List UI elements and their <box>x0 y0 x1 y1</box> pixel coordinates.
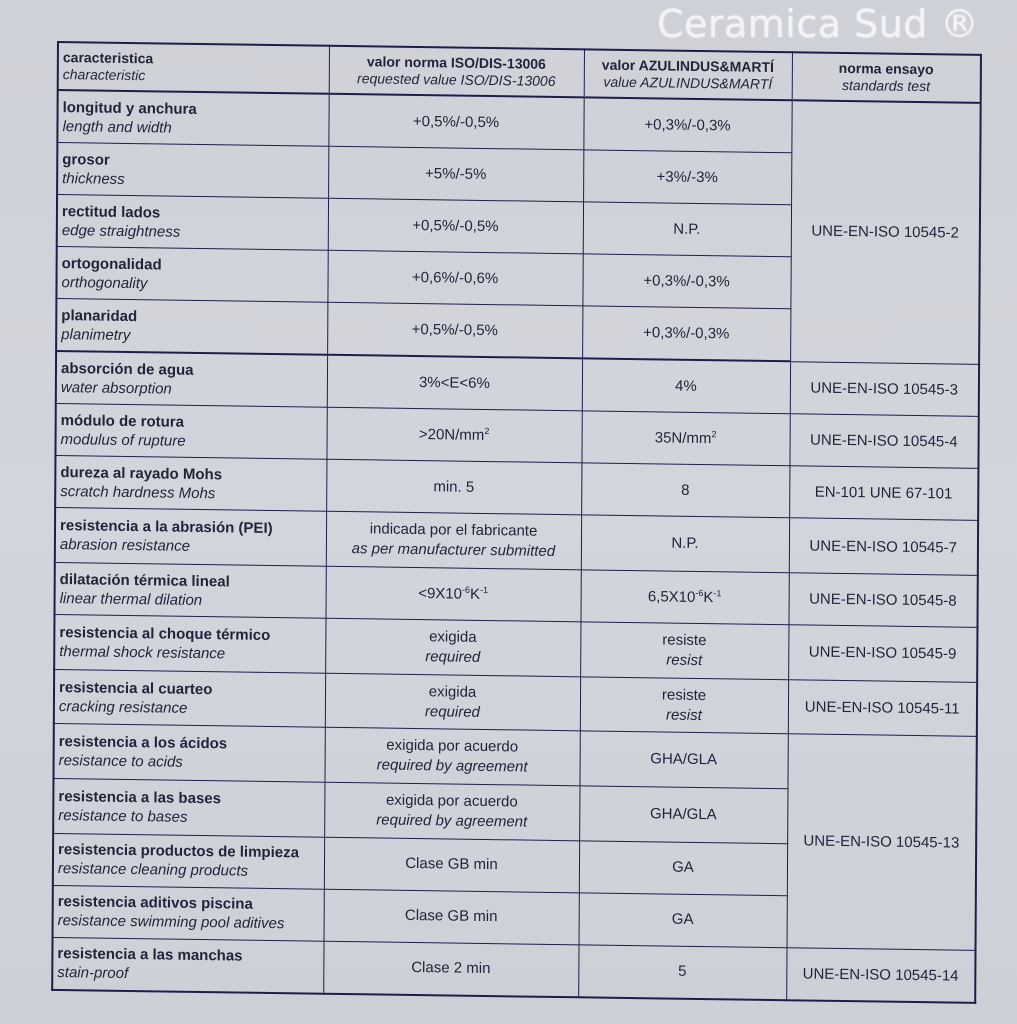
product-value: +3%/-3% <box>656 168 718 186</box>
requested-value-cell <box>327 355 582 411</box>
product-value: N.P. <box>671 534 699 553</box>
standards-test: EN-101 UNE 67-101 <box>814 484 953 503</box>
standards-test: UNE-EN-ISO 10545-9 <box>808 643 957 664</box>
header-product-value-en: value AZULINDUS&MARTÍ <box>603 73 773 92</box>
characteristic-en: water absorption <box>60 378 172 398</box>
product-value: resiste <box>661 686 707 704</box>
standards-test-cell <box>790 362 979 417</box>
product-value: N.P. <box>673 220 701 238</box>
characteristic-en: stain-proof <box>57 964 129 983</box>
characteristic-cell <box>53 724 324 782</box>
requested-value-en: required <box>425 648 481 666</box>
requested-value-cell <box>327 250 582 306</box>
standards-test: UNE-EN-ISO 10545-14 <box>802 965 959 985</box>
characteristic-cell <box>53 779 324 837</box>
characteristic-es: rectitud lados <box>61 202 161 222</box>
characteristic-cell <box>54 669 325 727</box>
requested-value-cell <box>323 941 578 997</box>
header-standards-test-en: standards test <box>842 76 931 95</box>
product-value: GA <box>672 858 694 877</box>
characteristic-es: dureza al rayado Mohs <box>60 464 223 484</box>
characteristic-cell <box>52 937 323 994</box>
requested-value: Clase 2 min <box>411 959 491 978</box>
header-characteristic-es: caracteristica <box>62 49 154 67</box>
requested-value-cell <box>328 198 583 254</box>
characteristic-es: resistencia aditivos piscina <box>57 893 253 913</box>
characteristic-es: ortogonalidad <box>61 254 162 274</box>
characteristic-es: resistencia a la abrasión (PEI) <box>59 517 273 538</box>
characteristic-es: absorción de agua <box>60 359 194 379</box>
product-value-cell <box>579 731 787 789</box>
product-value-exponent: -6 <box>695 587 704 598</box>
requested-value: +0,5%/-0,5% <box>412 216 499 235</box>
requested-value: indicada por el fabricante <box>369 520 538 541</box>
header-product-value <box>584 49 792 100</box>
requested-value-base: >20N/mm <box>418 426 485 444</box>
characteristic-es: resistencia al choque térmico <box>59 623 271 644</box>
product-value: GA <box>671 910 694 929</box>
product-value-cell <box>582 359 790 415</box>
characteristic-es: módulo de rotura <box>60 412 185 431</box>
characteristic-cell <box>54 615 325 673</box>
product-value-mantissa: 6,5X10 <box>647 587 696 606</box>
product-value-base: 35N/mm <box>654 429 712 448</box>
product-value: GHA/GLA <box>650 750 718 769</box>
characteristic-cell <box>53 833 324 889</box>
watermark: Ceramica Sud ® <box>656 2 979 46</box>
characteristic-es: planaridad <box>61 306 138 325</box>
product-value-cell <box>581 411 789 466</box>
characteristic-en: orthogonality <box>61 273 148 292</box>
header-characteristic-en: characteristic <box>62 66 146 84</box>
product-value-cell <box>582 254 790 309</box>
product-value-unit: K <box>703 588 714 606</box>
requested-value-en: required by agreement <box>376 756 528 776</box>
product-value-cell <box>579 786 787 844</box>
product-value-cell <box>582 306 790 362</box>
product-value: +0,3%/-0,3% <box>644 115 731 134</box>
characteristic-en: thickness <box>62 169 125 188</box>
header-standards-test <box>792 52 981 103</box>
product-value: GHA/GLA <box>649 805 717 824</box>
requested-value-unit-exponent: -1 <box>480 584 489 595</box>
header-product-value-es: valor AZULINDUS&MARTÍ <box>601 56 775 76</box>
requested-value <box>330 582 576 605</box>
product-value-cell <box>580 622 788 680</box>
header-standards-test-es: norma ensayo <box>838 59 934 78</box>
characteristic-en: cracking resistance <box>58 697 188 717</box>
requested-value-en: as per manufacturer submitted <box>351 540 556 561</box>
requested-value-cell <box>324 837 579 893</box>
product-value: +0,3%/-0,3% <box>643 271 730 291</box>
standards-test-cell <box>788 680 977 737</box>
requested-value: Clase GB min <box>405 855 498 874</box>
characteristic-en: edge straightness <box>61 221 181 241</box>
product-value-cell <box>580 570 788 625</box>
product-value-cell <box>579 893 787 948</box>
characteristic-cell <box>55 404 326 460</box>
characteristic-cell <box>57 143 328 199</box>
characteristic-en: resistance to bases <box>58 806 188 826</box>
characteristic-cell <box>55 508 326 566</box>
standards-test: UNE-EN-ISO 10545-4 <box>810 431 958 452</box>
spec-table-sheet <box>51 41 980 1004</box>
standards-test-cell <box>788 625 977 682</box>
product-value-cell <box>583 97 791 153</box>
characteristic-en: abrasion resistance <box>59 536 191 556</box>
characteristic-cell <box>57 195 328 251</box>
requested-value-cell <box>328 146 583 202</box>
characteristic-es: resistencia productos de limpieza <box>58 841 300 862</box>
product-value-exponent: 2 <box>711 429 717 440</box>
requested-value: exigida <box>429 628 477 646</box>
standards-test-cell <box>787 734 977 950</box>
standards-test: UNE-EN-ISO 10545-2 <box>811 222 959 243</box>
standards-test-cell <box>789 518 978 575</box>
requested-value-en: required <box>424 702 480 721</box>
standards-test-cell <box>788 573 977 628</box>
standards-test-cell <box>789 466 978 521</box>
product-value: resiste <box>662 631 707 650</box>
characteristic-cell <box>57 90 328 146</box>
characteristic-en: planimetry <box>61 325 131 344</box>
product-value: 5 <box>678 963 687 981</box>
header-requested-value-en: requested value ISO/DIS-13006 <box>357 70 556 89</box>
product-value-cell <box>579 841 787 896</box>
requested-value-en: required by agreement <box>376 811 528 831</box>
requested-value: exigida por acuerdo <box>385 791 518 811</box>
requested-value-cell <box>324 889 579 945</box>
requested-value-cell <box>325 618 580 676</box>
requested-value-cell <box>326 408 581 464</box>
product-value-cell <box>581 463 789 518</box>
standards-test: UNE-EN-ISO 10545-7 <box>809 537 958 557</box>
product-value-cell <box>581 515 789 573</box>
characteristic-es: resistencia al cuarteo <box>59 678 213 698</box>
characteristic-cell <box>56 351 327 407</box>
characteristic-es: dilatación térmica lineal <box>59 570 230 591</box>
product-value-cell <box>580 677 788 735</box>
header-requested-value <box>329 46 584 98</box>
requested-value-exponent: -6 <box>462 584 471 595</box>
characteristic-cell <box>54 563 325 619</box>
standards-test-cell <box>790 100 981 364</box>
requested-value-unit: K <box>469 585 481 603</box>
product-value-cell <box>583 202 791 257</box>
requested-value: min. 5 <box>433 478 475 496</box>
product-value-en: resist <box>665 706 702 724</box>
header-characteristic <box>58 42 329 94</box>
product-value-unit-exponent: -1 <box>713 587 722 598</box>
characteristic-en: scratch hardness Mohs <box>60 483 216 503</box>
characteristic-en: modulus of rupture <box>60 431 186 450</box>
requested-value: +0,5%/-0,5% <box>411 320 498 339</box>
requested-value: Clase GB min <box>404 907 498 926</box>
characteristic-es: longitud y anchura <box>62 98 197 118</box>
requested-value-cell <box>324 728 579 786</box>
specifications-table <box>51 41 982 1004</box>
characteristic-es: resistencia a las manchas <box>57 945 243 965</box>
standards-test: UNE-EN-ISO 10545-3 <box>810 379 959 399</box>
requested-value-exponent: 2 <box>484 425 490 437</box>
header-requested-value-es: valor norma ISO/DIS-13006 <box>366 53 546 72</box>
standards-test: UNE-EN-ISO 10545-13 <box>803 832 960 852</box>
requested-value: +0,5%/-0,5% <box>412 112 500 131</box>
characteristic-en: resistance to acids <box>58 752 183 772</box>
requested-value: exigida por acuerdo <box>386 736 519 756</box>
characteristic-en: thermal shock resistance <box>59 642 226 663</box>
standards-test-cell <box>786 947 975 1002</box>
requested-value-cell <box>324 782 579 840</box>
product-value-en: resist <box>666 651 703 669</box>
characteristic-cell <box>56 299 327 355</box>
characteristic-es: resistencia a las bases <box>58 787 222 808</box>
requested-value: 3%<E<6% <box>418 373 490 392</box>
characteristic-en: length and width <box>62 117 172 137</box>
requested-value: exigida <box>428 682 477 701</box>
standards-test: UNE-EN-ISO 10545-8 <box>809 590 957 610</box>
characteristic-cell <box>53 885 324 941</box>
product-value-cell <box>578 945 786 1001</box>
requested-value-cell <box>327 302 582 358</box>
requested-value: +5%/-5% <box>425 164 487 183</box>
requested-value-cell <box>328 94 583 150</box>
requested-value-cell <box>326 512 581 570</box>
product-value-cell <box>583 150 791 205</box>
product-value <box>586 427 785 450</box>
requested-value-cell <box>325 673 580 731</box>
requested-value-mantissa: <9X10 <box>418 584 463 603</box>
product-value: 4% <box>675 377 697 395</box>
requested-value: +0,6%/-0,6% <box>411 268 499 287</box>
product-value <box>585 586 784 609</box>
standards-test-cell <box>789 414 978 469</box>
characteristic-cell <box>56 247 327 303</box>
characteristic-es: grosor <box>62 150 110 169</box>
requested-value-cell <box>325 566 580 622</box>
characteristic-en: resistance swimming pool aditives <box>57 912 285 933</box>
product-value: +0,3%/-0,3% <box>643 323 730 343</box>
characteristic-cell <box>55 456 326 512</box>
characteristic-en: resistance cleaning products <box>57 860 249 880</box>
requested-value-cell <box>326 460 581 516</box>
characteristic-es: resistencia a los ácidos <box>58 733 228 753</box>
standards-test: UNE-EN-ISO 10545-11 <box>804 698 960 718</box>
requested-value <box>331 424 577 447</box>
product-value: 8 <box>681 481 690 499</box>
characteristic-en: linear thermal dilation <box>59 589 203 609</box>
